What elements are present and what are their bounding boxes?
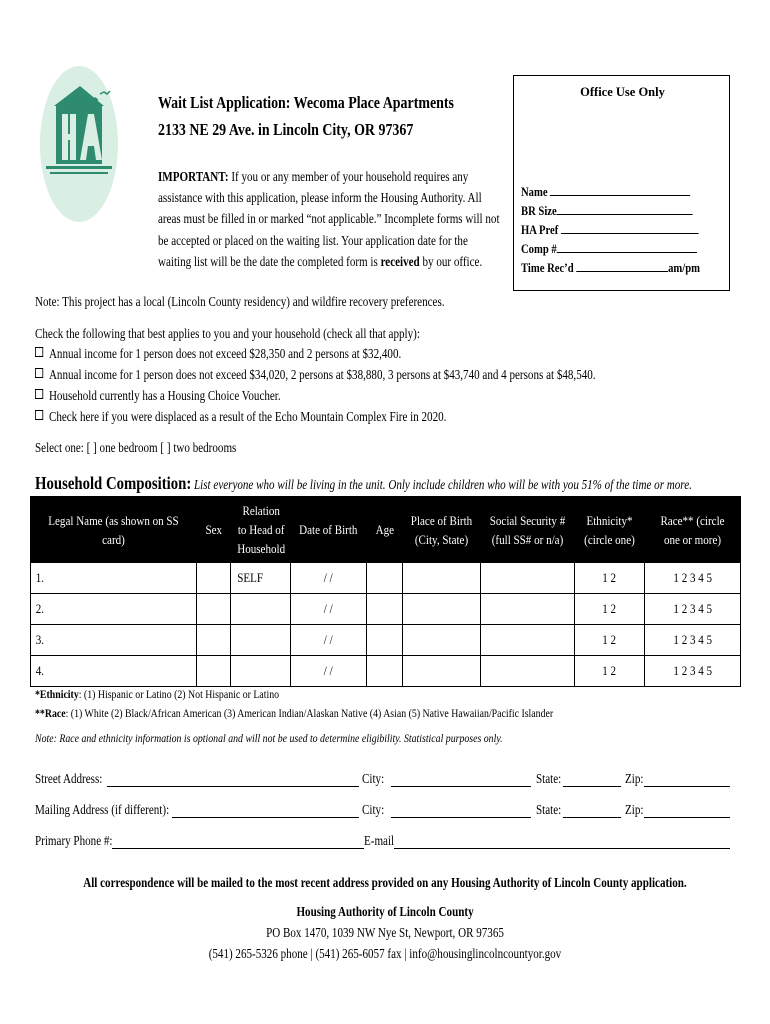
important-label: IMPORTANT: xyxy=(158,169,229,184)
checkbox-label-3: Household currently has a Housing Choice Voucher. xyxy=(48,388,281,403)
office-time-label: Time Rec’d xyxy=(521,261,574,275)
col-race: Race** (circle one or more) xyxy=(645,497,741,563)
phone-field[interactable] xyxy=(112,847,364,849)
cell-race[interactable]: 1 2 3 4 5 xyxy=(645,594,741,625)
cell-sex[interactable] xyxy=(197,594,231,625)
check-intro: Check the following that best applies to you and your household (check all that apply): xyxy=(35,326,420,341)
ethnicity-note: *Ethnicity: (1) Hispanic or Latino (2) Not Hispanic or Latino xyxy=(35,687,280,701)
preference-note: Note: This project has a local (Lincoln County residency) and wildfire recovery preferences. xyxy=(35,294,445,309)
cell-sex[interactable] xyxy=(197,563,231,594)
office-comp-label: Comp # xyxy=(521,242,557,256)
checkbox-row-4[interactable] xyxy=(35,409,446,425)
street-address-field[interactable] xyxy=(107,785,359,787)
table-row xyxy=(31,563,741,594)
cell-ssn[interactable] xyxy=(481,594,575,625)
checkbox-4[interactable] xyxy=(35,410,43,420)
race-optional-note: Note: Race and ethnicity information is optional and will not be used to determine eligibility. Statistical purposes only. xyxy=(35,731,503,745)
office-name-row xyxy=(521,183,690,200)
office-hapref-label: HA Pref xyxy=(521,223,559,237)
street-state-label: State: xyxy=(536,771,562,786)
office-name-label: Name xyxy=(521,185,548,199)
street-city-field[interactable] xyxy=(391,785,531,787)
mailing-address-label: Mailing Address (if different): xyxy=(35,802,170,817)
cell-dob[interactable]: / / xyxy=(291,594,367,625)
household-heading xyxy=(35,473,692,494)
cell-age[interactable] xyxy=(367,656,403,687)
correspondence-notice: All correspondence will be mailed to the most recent address provided on any Housing Authority of Lincoln County application. xyxy=(83,875,687,890)
bedroom-select[interactable]: Select one: [ ] one bedroom [ ] two bedrooms xyxy=(35,440,237,455)
checkbox-row-3[interactable] xyxy=(35,388,281,404)
office-comp-row xyxy=(521,240,697,257)
checkbox-2[interactable] xyxy=(35,368,43,378)
phone-label: Primary Phone #: xyxy=(35,833,113,848)
col-age: Age xyxy=(367,497,403,563)
cell-pob[interactable] xyxy=(403,656,481,687)
mailing-zip-field[interactable] xyxy=(644,816,730,818)
cell-pob[interactable] xyxy=(403,625,481,656)
cell-age[interactable] xyxy=(367,563,403,594)
cell-pob[interactable] xyxy=(403,594,481,625)
cell-sex[interactable] xyxy=(197,656,231,687)
cell-ethnicity[interactable]: 1 2 xyxy=(575,594,645,625)
cell-dob[interactable]: / / xyxy=(291,656,367,687)
office-time-row xyxy=(521,259,700,276)
form-title: Wait List Application: Wecoma Place Apartments xyxy=(158,93,454,112)
checkbox-label-2: Annual income for 1 person does not exceed $34,020, 2 persons at $38,880, 3 persons at $43,740 and 4 persons at $48,540. xyxy=(48,367,596,382)
col-ssn: Social Security # (full SS# or n/a) xyxy=(481,497,575,563)
col-ethnicity: Ethnicity* (circle one) xyxy=(575,497,645,563)
important-notice xyxy=(158,166,502,272)
footer-address: PO Box 1470, 1039 NW Nye St, Newport, OR 97365 xyxy=(266,925,504,940)
mailing-state-field[interactable] xyxy=(563,816,621,818)
table-row xyxy=(31,625,741,656)
email-label: E-mail xyxy=(364,833,395,848)
form-address: 2133 NE 29 Ave. in Lincoln City, OR 97367 xyxy=(158,120,414,139)
mailing-city-field[interactable] xyxy=(391,816,531,818)
table-row xyxy=(31,656,741,687)
housing-authority-logo xyxy=(40,66,118,222)
cell-race[interactable]: 1 2 3 4 5 xyxy=(645,656,741,687)
cell-ssn[interactable] xyxy=(481,563,575,594)
col-dob: Date of Birth xyxy=(291,497,367,563)
important-bold: received xyxy=(380,253,420,269)
cell-race[interactable]: 1 2 3 4 5 xyxy=(645,625,741,656)
office-use-box xyxy=(513,75,730,291)
important-text: If you or any member of your household requires any assistance with this application, please inform the Housing Authority. All areas must be filled in or marked “not applicable.” Incomplete forms will not be accepted or placed on the waiting list. Your application date for the waiting list will be the date the completed form is xyxy=(158,169,500,269)
mailing-address-field[interactable] xyxy=(172,816,359,818)
street-address-label: Street Address: xyxy=(35,771,103,786)
office-br-row xyxy=(521,202,693,219)
cell-ssn[interactable] xyxy=(481,656,575,687)
checkbox-row-1[interactable] xyxy=(35,346,401,362)
office-comp-field[interactable] xyxy=(557,240,697,253)
col-relation: Relation to Head of Household xyxy=(231,497,291,563)
household-subtitle: List everyone who will be living in the unit. Only include children who will be with you 51% of the time or more. xyxy=(191,477,692,492)
office-time-field[interactable] xyxy=(576,259,668,272)
cell-race[interactable]: 1 2 3 4 5 xyxy=(645,563,741,594)
col-sex: Sex xyxy=(197,497,231,563)
cell-name[interactable]: 4. xyxy=(31,656,197,687)
email-field[interactable] xyxy=(394,847,730,849)
col-legal-name: Legal Name (as shown on SS card) xyxy=(31,497,197,563)
col-pob: Place of Birth (City, State) xyxy=(403,497,481,563)
cell-age[interactable] xyxy=(367,594,403,625)
checkbox-row-2[interactable] xyxy=(35,367,596,383)
footer-contact: (541) 265-5326 phone | (541) 265-6057 fax | info@housinglincolncountyor.gov xyxy=(208,946,562,961)
cell-ethnicity[interactable]: 1 2 xyxy=(575,625,645,656)
street-zip-field[interactable] xyxy=(644,785,730,787)
important-end: by our office. xyxy=(419,253,483,269)
office-time-suffix: am/pm xyxy=(668,261,700,275)
cell-relation[interactable]: SELF xyxy=(231,563,291,594)
street-zip-label: Zip: xyxy=(625,771,644,786)
cell-ssn[interactable] xyxy=(481,625,575,656)
cell-age[interactable] xyxy=(367,625,403,656)
office-hapref-field[interactable] xyxy=(561,221,699,234)
household-header-row xyxy=(31,497,741,563)
checkbox-3[interactable] xyxy=(35,389,43,399)
race-note: **Race: (1) White (2) Black/African American (3) American Indian/Alaskan Native (4) Asian (5) Native Hawaiian/Pacific Islander xyxy=(35,706,554,720)
cell-relation[interactable] xyxy=(231,625,291,656)
cell-ethnicity[interactable]: 1 2 xyxy=(575,656,645,687)
office-br-label: BR Size xyxy=(521,204,557,218)
cell-name[interactable]: 2. xyxy=(31,594,197,625)
checkbox-1[interactable] xyxy=(35,347,43,357)
cell-dob[interactable]: / / xyxy=(291,563,367,594)
household-title: Household Composition: xyxy=(35,473,192,493)
checkbox-label-4: Check here if you were displaced as a result of the Echo Mountain Complex Fire in 2020. xyxy=(48,409,447,424)
office-use-title: Office Use Only xyxy=(580,85,665,99)
mailing-state-label: State: xyxy=(536,802,562,817)
mailing-city-label: City: xyxy=(362,802,385,817)
street-state-field[interactable] xyxy=(563,785,621,787)
office-br-field[interactable] xyxy=(557,202,693,215)
household-table xyxy=(30,496,741,687)
mailing-zip-label: Zip: xyxy=(625,802,644,817)
cell-pob[interactable] xyxy=(403,563,481,594)
cell-name[interactable]: 3. xyxy=(31,625,197,656)
office-name-field[interactable] xyxy=(550,183,690,196)
cell-relation[interactable] xyxy=(231,656,291,687)
cell-dob[interactable]: / / xyxy=(291,625,367,656)
office-hapref-row xyxy=(521,221,699,238)
street-city-label: City: xyxy=(362,771,385,786)
cell-ethnicity[interactable]: 1 2 xyxy=(575,563,645,594)
table-row xyxy=(31,594,741,625)
footer-org: Housing Authority of Lincoln County xyxy=(296,904,474,919)
cell-name[interactable]: 1. xyxy=(31,563,197,594)
cell-sex[interactable] xyxy=(197,625,231,656)
checkbox-label-1: Annual income for 1 person does not exceed $28,350 and 2 persons at $32,400. xyxy=(48,346,402,361)
cell-relation[interactable] xyxy=(231,594,291,625)
